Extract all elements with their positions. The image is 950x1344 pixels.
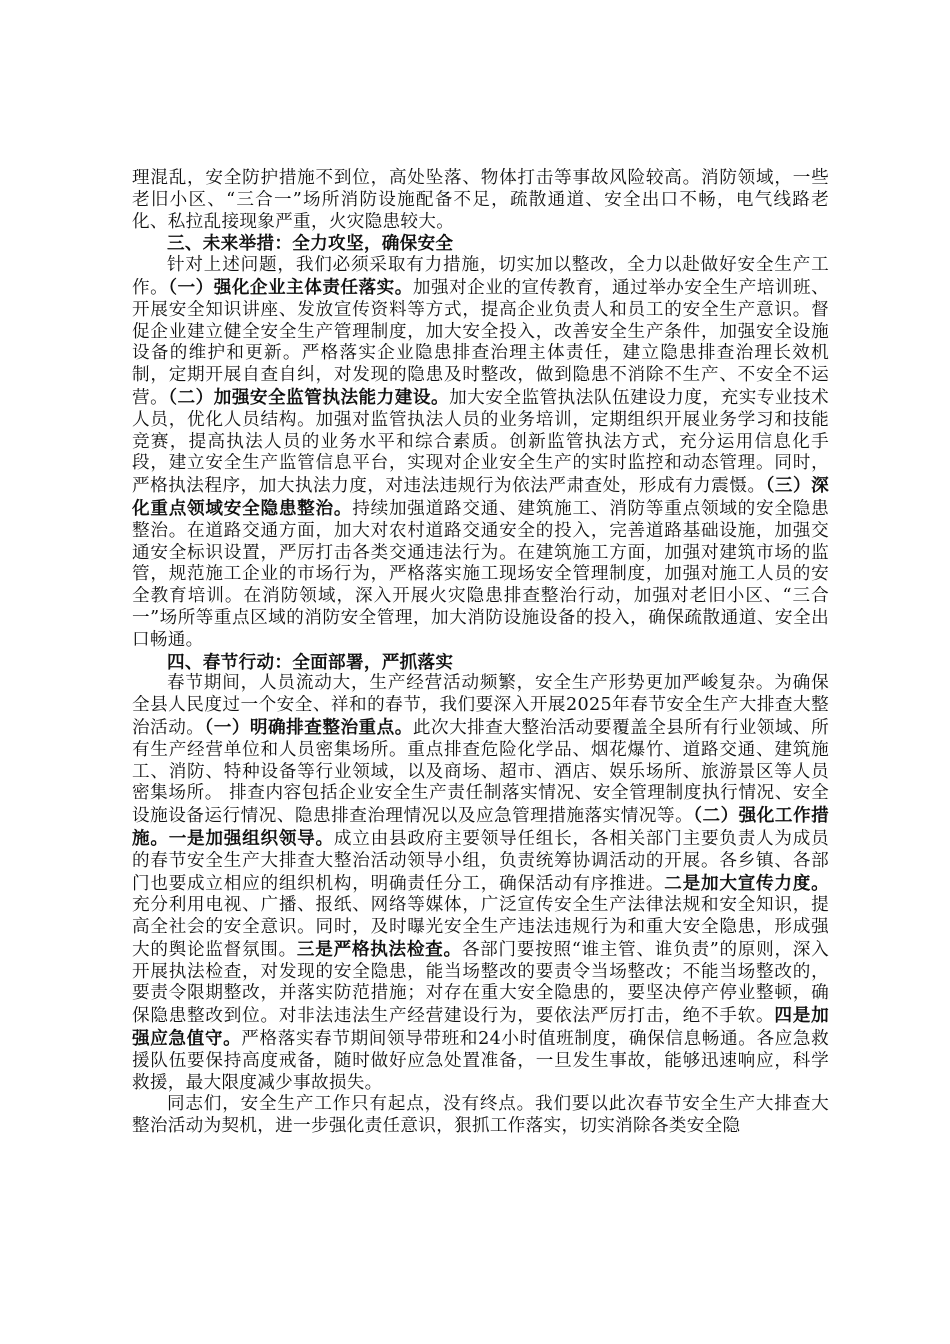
document-body (132, 168, 829, 1138)
paragraph-closing: 同志们，安全生产工作只有起点，没有终点。我们要以此次春节安全生产大排查大整治活动为契机，进一步强化责任意识，狠抓工作落实，切实消除各类安全隐 (132, 1094, 829, 1137)
inspection-text: 各部门要按照“谁主管、谁负责”的原则，深入开展执法检查，对发现的安全隐患，能当场整改的要责令当场整改；不能当场整改的，要责令限期整改，并落实防范措施；对存在重大安全隐患的，要坚决停产停业整顿，确保隐患整改到位。对非法违法生产经营建设行为，要依法严厉打击，绝不手软。 (132, 939, 830, 1027)
paragraph-measures (132, 255, 829, 651)
festival-point-2-heading: （二）强化工作措施。一是加强组织领导。 (132, 805, 829, 849)
publicity-heading: 二是加大宣传力度。 (664, 872, 830, 894)
measure-2-heading: （二）加强安全监管执法能力建设。 (168, 386, 450, 408)
measures-intro-text: 针对上述问题，我们必须采取有力措施，切实加以整改，全力以赴做好安全生产工作。 (132, 255, 829, 298)
festival-intro-text: 春节期间，人员流动大，生产经营活动频繁，安全生产形势更加严峻复杂。为确保全县人民度过一个安全、祥和的春节，我们要深入开展2025年春节安全生产大排查大整治活动。 (132, 673, 829, 738)
section-heading-spring-festival-action: 四、春节行动：全面部署，严抓落实 (167, 651, 454, 673)
festival-point-1-text: 此次大排查大整治活动要覆盖全县所有行业领域、所有生产经营单位和人员密集场所。重点排查危险化学品、烟花爆竹、道路交通、建筑施工、消防、特种设备等行业领域，以及商场、超市、酒店、娱乐场所、旅游景区等人员密集场所。 排查内容包括企业安全生产责任制落实情况、安全管理制度执行情况、安全设施设备运行情况、隐患排查治理情况以及应急管理措施落实情况等。 (132, 717, 830, 827)
festival-point-1-heading: （一）明确排查整治重点。 (204, 716, 413, 738)
measure-3-heading: （三）深化重点领域安全隐患整治。 (132, 475, 829, 519)
emergency-duty-text: 严格落实春节期间领导带班和24小时值班制度，确保信息畅通。各应急救援队伍要保持高度戒备，随时做好应急处置准备，一旦发生事故，能够迅速响应，科学救援，最大限度减少事故损失。 (132, 1029, 829, 1093)
organization-text: 成立由县政府主要领导任组长，各相关部门主要负责人为成员的春节安全生产大排查大整治活动领导小组，负责统筹协调活动的开展。各乡镇、各部门也要成立相应的组织机构，明确责任分工，确保活动有序推进。 (132, 828, 829, 894)
measure-3-text: 持续加强道路交通、建筑施工、消防等重点领域的安全隐患整治。在道路交通方面，加大对农村道路交通安全的投入，完善道路基础设施，加强交通安全标识设置，严厉打击各类交通违法行为。在建筑施工方面，加强对建筑市场的监管，规范施工企业的市场行为，严格落实施工现场安全管理制度，加强对施工人员的安全教育培训。在消防领域，深入开展火灾隐患排查整治行动，加强对老旧小区、“三合一”场所等重点区域的消防安全管理，加大消防设施设备的投入，确保疏散通道、安全出口畅通。 (132, 498, 829, 650)
paragraph-fire-risk: 理混乱，安全防护措施不到位，高处坠落、物体打击等事故风险较高。消防领域，一些老旧小区、“三合一”场所消防设施配备不足，疏散通道、安全出口不畅，电气线路老化、私拉乱接现象严重，火灾隐患较大。 (132, 168, 829, 232)
publicity-text: 充分利用电视、广播、报纸、网络等媒体，广泛宣传安全生产法律法规和安全知识，提高全社会的安全意识。同时，及时曝光安全生产违法违规行为和重大安全隐患，形成强大的舆论监督氛围。 (132, 895, 829, 960)
emergency-duty-heading: 四是加强应急值守。 (132, 1005, 829, 1050)
section-heading-future-measures: 三、未来举措：全力攻坚，确保安全 (167, 233, 454, 255)
paragraph-spring-festival (132, 673, 829, 1094)
measure-1-heading: （一）强化企业主体责任落实。 (168, 276, 413, 298)
inspection-heading: 三是严格执法检查。 (296, 938, 462, 960)
measure-2-text: 加大安全监管执法队伍建设力度，充实专业技术人员，优化人员结构。加强对监管执法人员的业务培训，定期组织开展业务学习和技能竞赛，提高执法人员的业务水平和综合素质。创新监管执法方式，充分运用信息化手段，建立安全生产监管信息平台，实现对企业安全生产的实时监控和动态管理。同时，严格执法程序，加大执法力度，对违法违规行为依法严肃查处，形成有力震慑。 (132, 387, 829, 497)
measure-1-text: 加强对企业的宣传教育，通过举办安全生产培训班、开展安全知识讲座、发放宣传资料等方式，提高企业负责人和员工的安全生产意识。督促企业建立健全安全生产管理制度，加大安全投入，改善安全生产条件，加强安全设施设备的维护和更新。严格落实企业隐患排查治理主体责任，建立隐患排查治理长效机制，定期开展自查自纠，对发现的隐患及时整改，做到隐患不消除不生产、不安全不运营。 (132, 277, 830, 408)
